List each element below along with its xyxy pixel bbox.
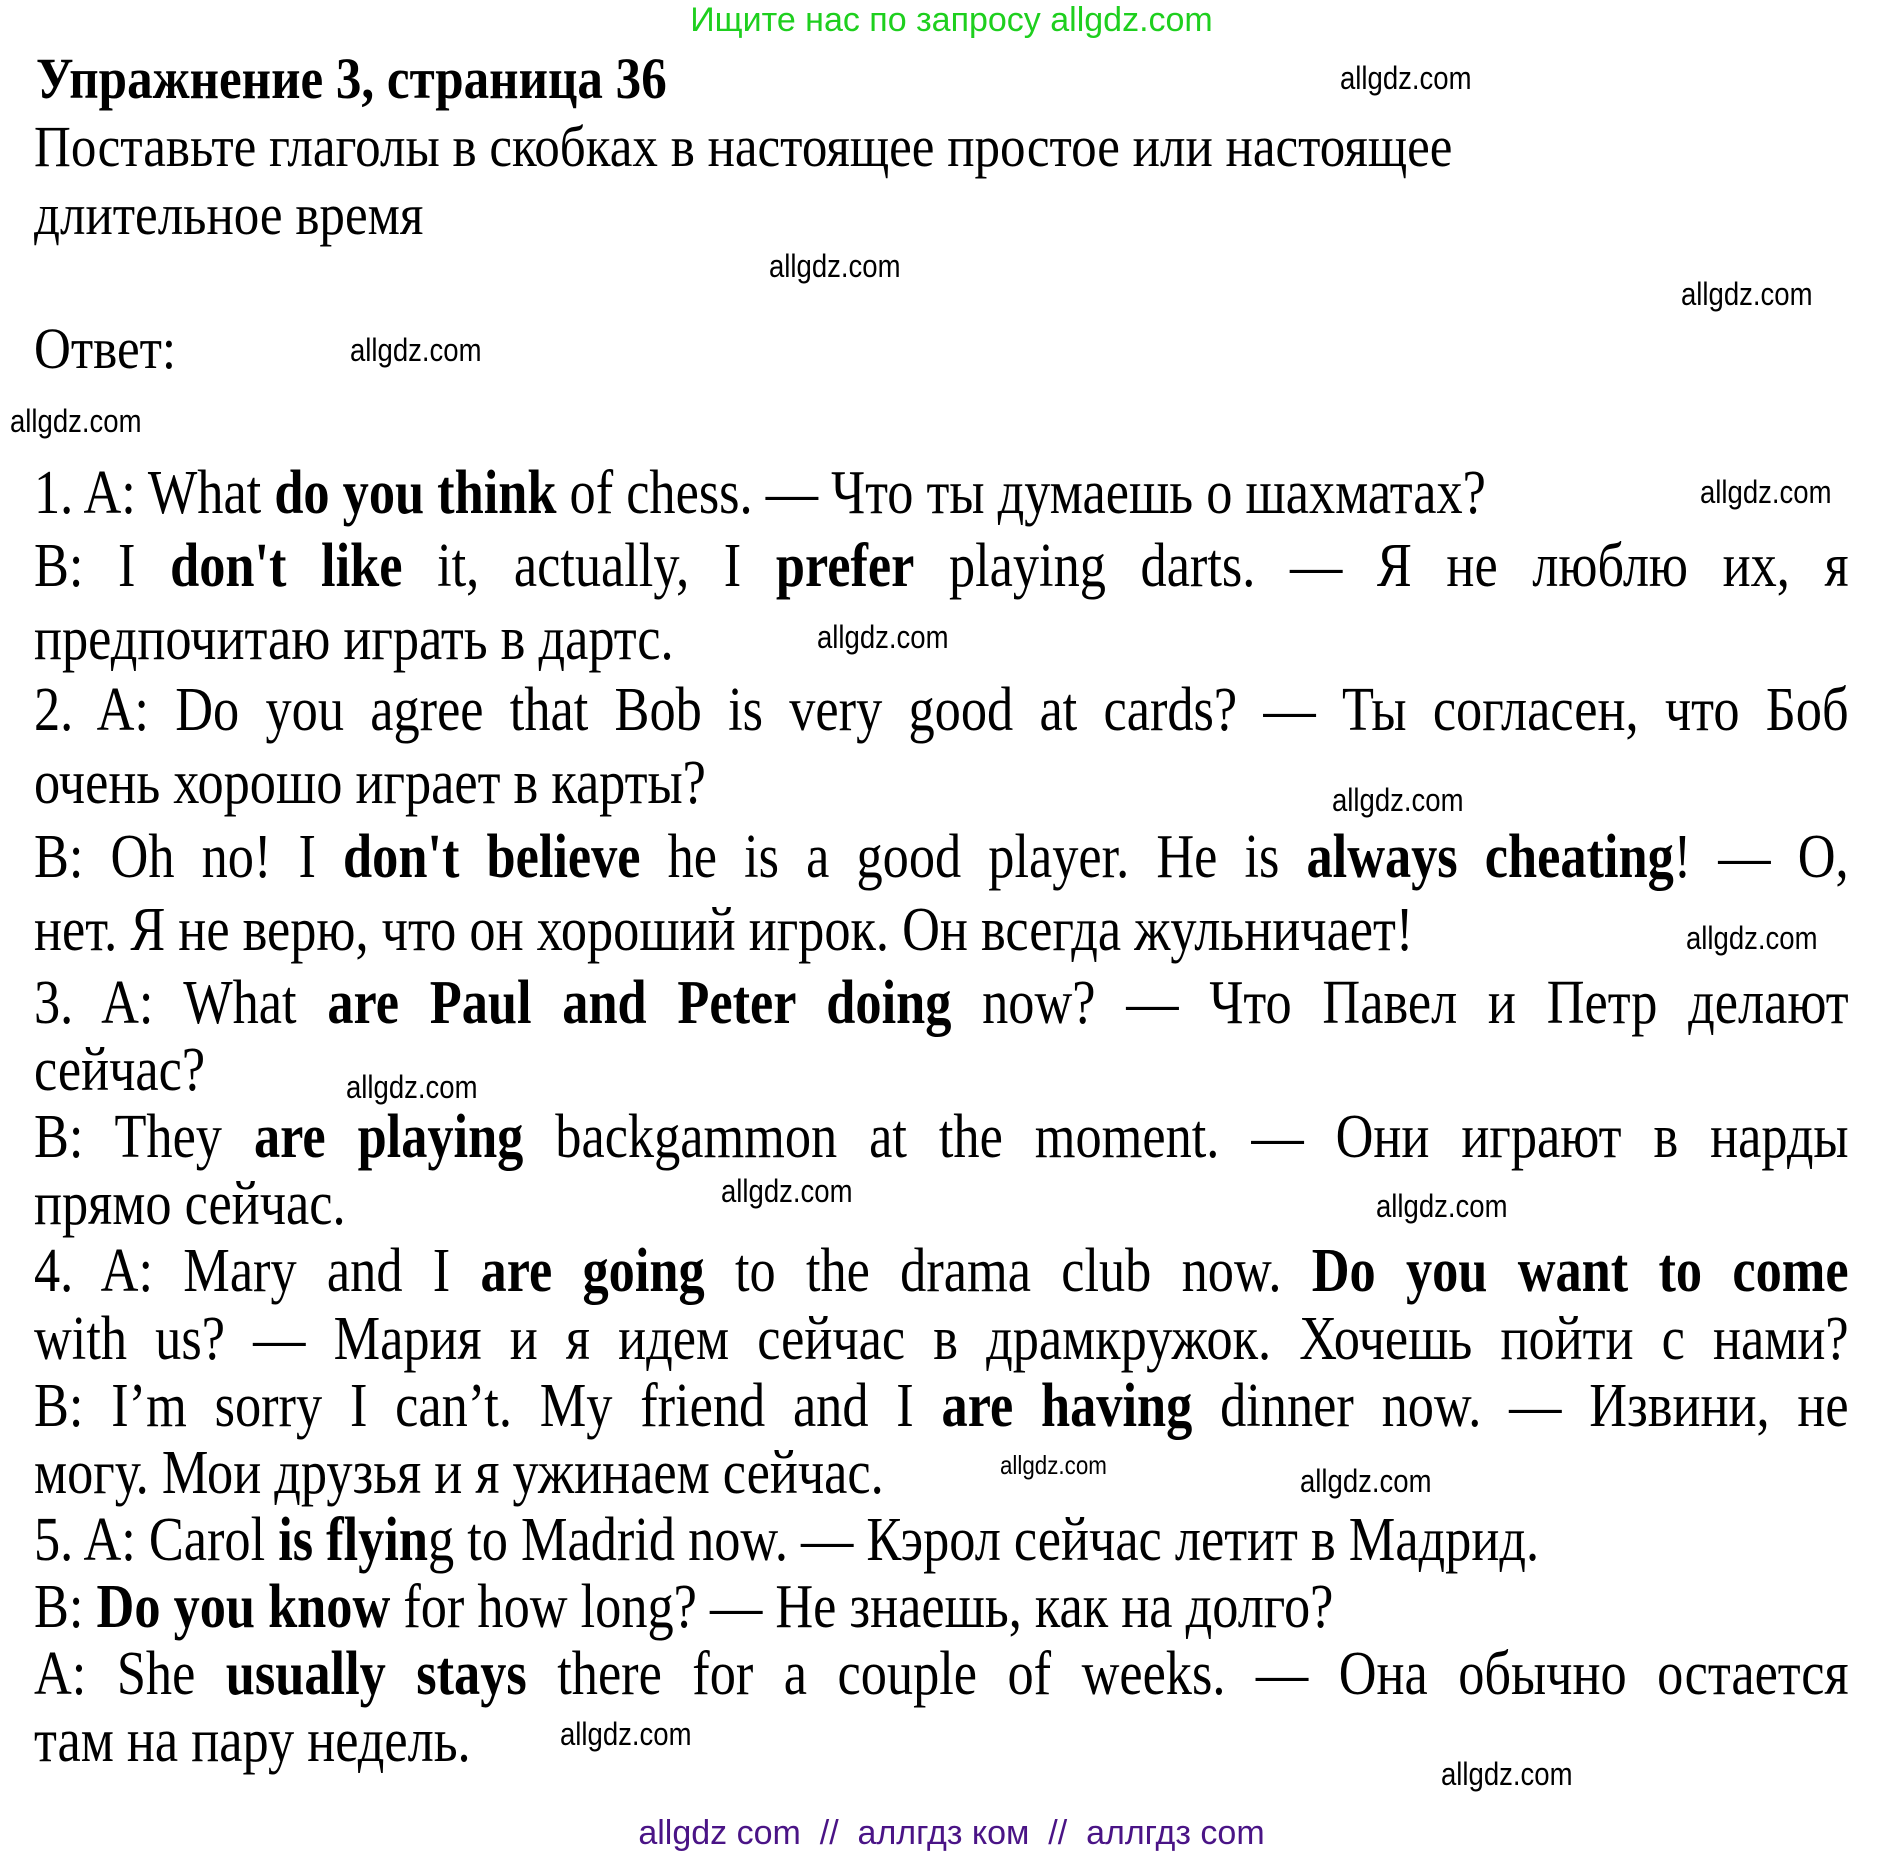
answer-text: ! — О,: [1673, 823, 1849, 891]
answer-text: with us? — Мария и я идем сейчас в драмкружок. Хочешь пойти с нами?: [34, 1305, 1849, 1373]
answer-line: [34, 676, 1849, 744]
watermark: allgdz.com: [1441, 1756, 1573, 1792]
answer-text: 1. A: What: [34, 459, 275, 527]
watermark: allgdz.com: [817, 619, 949, 655]
answer-text: 2. A: Do you agree that Bob is very good at cards? — Ты согласен, что Боб: [34, 676, 1849, 744]
answer-verb-bold: do you think: [274, 459, 557, 527]
answer-text: dinner now. — Извини, не: [1192, 1372, 1849, 1440]
answer-verb-bold: prefer: [775, 532, 915, 600]
answer-line: [34, 532, 1849, 600]
answer-text: 4. A: Mary and I: [34, 1237, 481, 1305]
watermark: allgdz.com: [769, 248, 901, 284]
answer-verb-bold: are going: [480, 1237, 705, 1305]
answer-line: [34, 1305, 1849, 1373]
top-banner: Ищите нас по запросу allgdz.com: [690, 1, 1213, 39]
watermark: allgdz.com: [10, 403, 142, 439]
instruction-line-2: длительное время: [34, 182, 424, 247]
answer-text: 5. A: Carol: [34, 1506, 279, 1574]
answer-line: [34, 823, 1849, 891]
answer-label: Ответ:: [34, 316, 177, 381]
answer-text: now? — Что Павел и Петр делают: [951, 969, 1849, 1037]
answer-verb-bold: are Paul and Peter doing: [327, 969, 952, 1037]
answer-text: to the drama club now.: [704, 1237, 1312, 1305]
watermark: allgdz.com: [1376, 1188, 1508, 1224]
answer-text: of chess. — Что ты думаешь о шахматах?: [556, 459, 1486, 527]
watermark: allgdz.com: [1340, 60, 1472, 96]
answer-text: for how long? — Не знаешь, как на долго?: [390, 1573, 1334, 1641]
watermark: allgdz.com: [1300, 1463, 1432, 1499]
answer-line: [34, 1506, 1849, 1574]
answer-line: [34, 1170, 1849, 1238]
answer-verb-bold: usually stays: [225, 1640, 527, 1708]
answer-verb-bold: are playing: [253, 1103, 524, 1171]
answer-text: B: I’m sorry I can’t. My friend and I: [34, 1372, 942, 1440]
answer-text: B: I: [34, 532, 171, 600]
watermark: allgdz.com: [1332, 782, 1464, 818]
answer-text: могу. Мои друзья и я ужинаем сейчас.: [34, 1439, 884, 1507]
answer-text: A: She: [34, 1640, 226, 1708]
answer-line: [34, 1573, 1849, 1641]
answer-line: [34, 969, 1849, 1037]
answer-line: [34, 459, 1849, 527]
answer-line: [34, 1036, 1849, 1105]
answer-text: нет. Я не верю, что он хороший игрок. Он всегда жульничает!: [34, 896, 1414, 964]
answer-line: [34, 896, 1849, 964]
watermark: allgdz.com: [1686, 920, 1818, 956]
watermark: allgdz.com: [721, 1173, 853, 1209]
answer-text: предпочитаю играть в дартс.: [34, 605, 674, 673]
answer-text: he is a good player. He is: [640, 823, 1307, 891]
answer-line: [34, 1103, 1849, 1171]
answer-verb-bold: don't like: [170, 532, 403, 600]
watermark: allgdz.com: [1000, 1450, 1107, 1480]
answer-line: [34, 1640, 1849, 1708]
answer-line: [34, 1372, 1849, 1440]
instruction-line-1: Поставьте глаголы в скобках в настоящее простое или настоящее: [34, 114, 1453, 179]
answer-text: очень хорошо играет в карты?: [34, 749, 706, 817]
answer-verb-bold: are having: [941, 1372, 1193, 1440]
answer-text: B: Oh no! I: [34, 823, 344, 891]
bottom-banner: allgdz com // аллгдз ком // аллгдз com: [638, 1814, 1265, 1852]
answer-text: там на пару недель.: [34, 1707, 471, 1775]
answer-line: [34, 1439, 1849, 1507]
answer-text: B: They: [34, 1103, 254, 1171]
watermark: allgdz.com: [1700, 474, 1832, 510]
answer-text: сейчас?: [34, 1036, 206, 1104]
watermark: allgdz.com: [346, 1069, 478, 1105]
watermark: allgdz.com: [350, 332, 482, 368]
answer-text: playing darts. — Я не люблю их, я: [914, 532, 1849, 600]
answer-text: there for a couple of weeks. — Она обычно остается: [526, 1640, 1849, 1708]
answer-line: [34, 1237, 1849, 1305]
answer-verb-bold: Do you want to come: [1311, 1237, 1849, 1305]
answer-verb-bold: Do you know: [96, 1573, 391, 1641]
answer-verb-bold: don't believe: [343, 823, 641, 891]
answer-text: it, actually, I: [402, 532, 776, 600]
answer-text: g to Madrid now. — Кэрол сейчас летит в Мадрид.: [427, 1506, 1540, 1574]
answer-verb-bold: is flyin: [278, 1506, 428, 1574]
answer-line: [34, 749, 1849, 818]
watermark: allgdz.com: [560, 1716, 692, 1752]
answer-text: прямо сейчас.: [34, 1170, 346, 1238]
answer-verb-bold: always cheating: [1306, 823, 1674, 891]
answer-text: 3. A: What: [34, 969, 328, 1037]
exercise-title: Упражнение 3, страница 36: [36, 46, 667, 111]
watermark: allgdz.com: [1681, 276, 1813, 312]
answer-text: backgammon at the moment. — Они играют в нарды: [523, 1103, 1849, 1171]
answer-text: B:: [34, 1573, 97, 1641]
